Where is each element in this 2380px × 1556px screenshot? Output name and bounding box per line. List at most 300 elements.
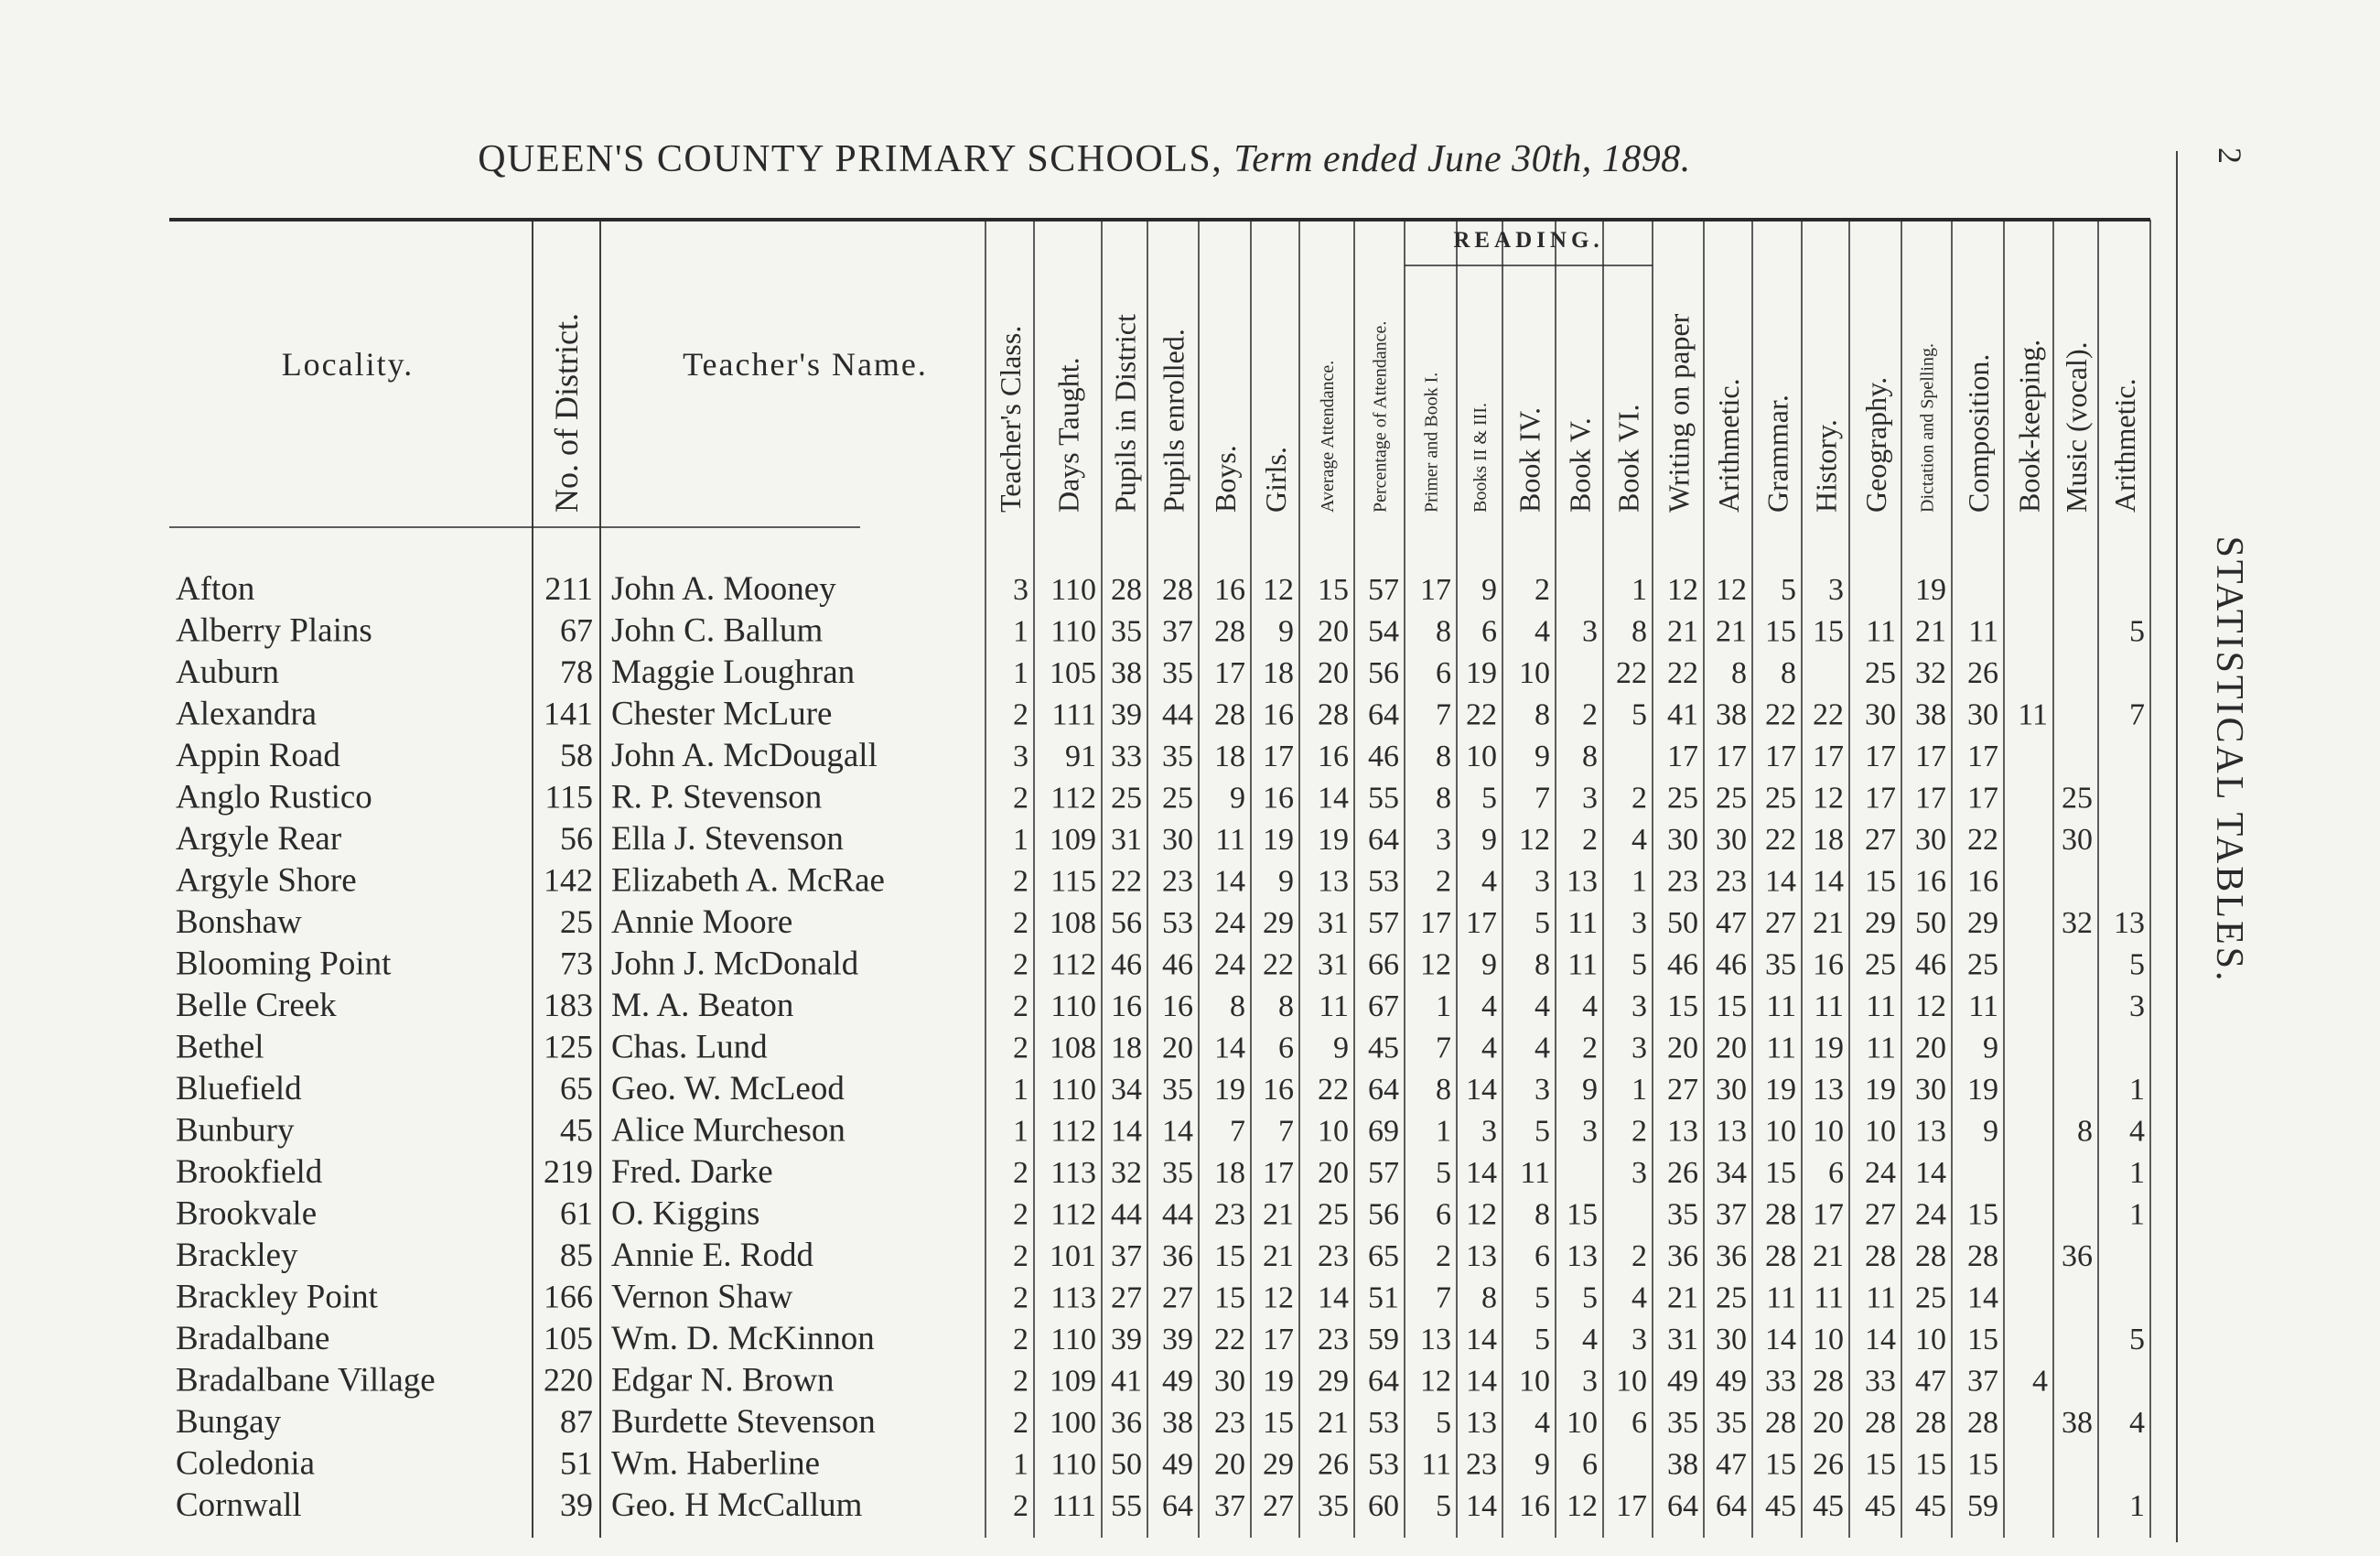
value-cell: 1 — [1632, 573, 1647, 607]
value-cell: 110 — [1050, 1323, 1096, 1356]
district-cell: 142 — [544, 861, 593, 899]
locality-header: Locality. — [281, 346, 415, 383]
value-cell: 3 — [1013, 740, 1028, 773]
value-cell: 55 — [1111, 1489, 1142, 1523]
value-cell: 113 — [1050, 1156, 1096, 1190]
value-cell: 22 — [1466, 697, 1497, 732]
value-cell: 16 — [1263, 781, 1294, 816]
value-cell: 19 — [1813, 1031, 1844, 1065]
value-cell: 15 — [1765, 1156, 1796, 1190]
value-cell: 38 — [1915, 697, 1946, 732]
value-cell: 64 — [1162, 1489, 1193, 1523]
value-cell: 9 — [1983, 1031, 1998, 1065]
district-cell: 115 — [544, 778, 593, 816]
value-cell: 2 — [1013, 906, 1028, 940]
value-cell: 2 — [1013, 1031, 1028, 1065]
column-header: Girls. — [1259, 447, 1293, 513]
value-cell: 38 — [1111, 656, 1142, 690]
value-cell: 14 — [1466, 1489, 1497, 1523]
district-cell: 58 — [560, 737, 593, 773]
value-cell: 22 — [1616, 656, 1647, 690]
column-header: Primer and Book I. — [1421, 372, 1442, 513]
value-cell: 5 — [1481, 781, 1497, 816]
value-cell: 9 — [1481, 947, 1497, 982]
value-cell: 10 — [1865, 1114, 1896, 1149]
value-cell: 13 — [1567, 1239, 1598, 1273]
value-cell: 8 — [1436, 781, 1451, 816]
value-cell: 25 — [1915, 1280, 1946, 1315]
value-cell: 11 — [1766, 989, 1796, 1023]
value-cell: 18 — [1214, 1156, 1245, 1190]
value-cell: 27 — [1865, 1197, 1896, 1232]
district-cell: 219 — [544, 1153, 593, 1190]
value-cell: 21 — [1915, 614, 1946, 649]
value-cell: 25 — [1865, 656, 1896, 690]
value-cell: 67 — [1368, 989, 1399, 1023]
value-cell: 11 — [2018, 697, 2048, 732]
value-cell: 110 — [1050, 614, 1096, 649]
value-cell: 49 — [1162, 1447, 1193, 1482]
value-cell: 17 — [1263, 1156, 1294, 1190]
district-header: No. of District. — [548, 313, 585, 513]
locality-cell: Coledonia — [176, 1444, 316, 1483]
district-cell: 67 — [560, 611, 593, 649]
value-cell: 2 — [1632, 1239, 1647, 1273]
value-cell: 2 — [1582, 697, 1598, 732]
value-cell: 12 — [1915, 989, 1946, 1023]
value-cell: 16 — [1214, 573, 1245, 607]
locality-cell: Bethel — [176, 1028, 264, 1066]
value-cell: 17 — [1616, 1489, 1647, 1523]
value-cell: 28 — [1865, 1239, 1896, 1273]
value-cell: 13 — [1466, 1406, 1497, 1440]
value-cell: 3 — [1013, 573, 1028, 607]
value-cell: 28 — [1915, 1239, 1946, 1273]
locality-cell: Cornwall — [176, 1486, 302, 1524]
value-cell: 27 — [1865, 823, 1896, 857]
value-cell: 15 — [1716, 989, 1747, 1023]
value-cell: 20 — [1716, 1031, 1747, 1065]
value-cell: 19 — [1466, 656, 1497, 690]
value-cell: 2 — [1013, 1156, 1028, 1190]
value-cell: 56 — [1111, 906, 1142, 940]
locality-cell: Anglo Rustico — [176, 778, 372, 816]
value-cell: 2 — [1013, 781, 1028, 816]
value-cell: 25 — [1716, 1280, 1747, 1315]
value-cell: 13 — [2114, 906, 2145, 940]
value-cell: 25 — [2062, 781, 2093, 816]
value-cell: 12 — [1716, 573, 1747, 607]
value-cell: 64 — [1368, 823, 1399, 857]
value-cell: 37 — [1162, 614, 1193, 649]
locality-cell: Bradalbane — [176, 1320, 330, 1357]
value-cell: 14 — [1162, 1114, 1193, 1149]
teacher-cell: Geo. H McCallum — [611, 1486, 863, 1524]
side-title: STATISTICAL TABLES. — [2208, 535, 2250, 984]
value-cell: 15 — [1667, 989, 1698, 1023]
column-header: Book-keeping. — [2012, 339, 2046, 513]
value-cell: 17 — [1667, 740, 1698, 773]
value-cell: 44 — [1111, 1197, 1142, 1232]
value-cell: 5 — [1535, 1323, 1550, 1356]
value-cell: 39 — [1162, 1323, 1193, 1356]
district-cell: 78 — [560, 654, 593, 690]
column-header: Book V. — [1563, 417, 1597, 513]
value-cell: 26 — [1318, 1447, 1349, 1482]
value-cell: 6 — [1278, 1031, 1294, 1065]
value-cell: 25 — [1162, 781, 1193, 816]
value-cell: 30 — [1214, 1364, 1245, 1399]
value-cell: 11 — [1968, 989, 1998, 1023]
value-cell: 54 — [1368, 614, 1399, 649]
value-cell: 11 — [1814, 1280, 1844, 1315]
value-cell: 9 — [1535, 1447, 1550, 1482]
value-cell: 1 — [2129, 1073, 2145, 1107]
value-cell: 28 — [1865, 1406, 1896, 1440]
value-cell: 39 — [1111, 697, 1142, 732]
value-cell: 28 — [1214, 697, 1245, 732]
value-cell: 110 — [1050, 1073, 1096, 1107]
locality-cell: Brookfield — [176, 1153, 323, 1191]
value-cell: 28 — [1162, 573, 1193, 607]
value-cell: 30 — [1716, 1073, 1747, 1107]
value-cell: 21 — [1263, 1239, 1294, 1273]
value-cell: 110 — [1050, 989, 1096, 1023]
value-cell: 17 — [1263, 740, 1294, 773]
teacher-cell: Annie Moore — [611, 903, 793, 941]
value-cell: 17 — [1263, 1323, 1294, 1356]
value-cell: 2 — [1013, 864, 1028, 899]
title-sub: Term ended June 30th, 1898. — [1233, 138, 1691, 180]
value-cell: 113 — [1050, 1280, 1096, 1315]
value-cell: 47 — [1716, 906, 1747, 940]
value-cell: 15 — [1865, 864, 1896, 899]
teacher-cell: Geo. W. McLeod — [611, 1070, 845, 1108]
value-cell: 31 — [1111, 823, 1142, 857]
value-cell: 27 — [1263, 1489, 1294, 1523]
locality-cell: Alberry Plains — [176, 611, 372, 650]
value-cell: 37 — [1111, 1239, 1142, 1273]
value-cell: 10 — [1813, 1323, 1844, 1356]
value-cell: 46 — [1111, 947, 1142, 982]
value-cell: 28 — [1765, 1406, 1796, 1440]
value-cell: 2 — [1013, 1280, 1028, 1315]
value-cell: 9 — [1582, 1073, 1598, 1107]
value-cell: 9 — [1278, 864, 1294, 899]
value-cell: 25 — [1716, 781, 1747, 816]
value-cell: 5 — [1436, 1406, 1451, 1440]
value-cell: 13 — [1466, 1239, 1497, 1273]
value-cell: 16 — [1813, 947, 1844, 982]
value-cell: 23 — [1667, 864, 1698, 899]
value-cell: 10 — [1466, 740, 1497, 773]
value-cell: 59 — [1368, 1323, 1399, 1356]
district-cell: 125 — [544, 1028, 593, 1065]
value-cell: 3 — [2129, 989, 2145, 1023]
value-cell: 1 — [1436, 989, 1451, 1023]
value-cell: 39 — [1111, 1323, 1142, 1356]
value-cell: 12 — [1263, 1280, 1294, 1315]
value-cell: 5 — [1632, 947, 1647, 982]
value-cell: 64 — [1368, 1364, 1399, 1399]
column-header: Arithmetic. — [2108, 378, 2142, 513]
column-header: Boys. — [1209, 445, 1243, 513]
value-cell: 47 — [1716, 1447, 1747, 1482]
value-cell: 100 — [1050, 1406, 1096, 1440]
value-cell: 4 — [1481, 989, 1497, 1023]
column-header: Writing on paper — [1662, 313, 1696, 513]
value-cell: 22 — [1765, 823, 1796, 857]
district-cell: 211 — [544, 570, 593, 607]
value-cell: 14 — [1765, 1323, 1796, 1356]
value-cell: 14 — [1915, 1156, 1946, 1190]
column-header: Percentage of Attendance. — [1370, 320, 1391, 513]
value-cell: 23 — [1214, 1406, 1245, 1440]
value-cell: 41 — [1111, 1364, 1142, 1399]
value-cell: 64 — [1667, 1489, 1698, 1523]
district-cell: 25 — [560, 903, 593, 940]
value-cell: 64 — [1716, 1489, 1747, 1523]
value-cell: 5 — [1535, 1280, 1550, 1315]
value-cell: 105 — [1050, 656, 1096, 690]
value-cell: 26 — [1667, 1156, 1698, 1190]
value-cell: 20 — [1162, 1031, 1193, 1065]
value-cell: 3 — [1632, 1156, 1647, 1190]
value-cell: 21 — [1813, 906, 1844, 940]
value-cell: 2 — [1632, 781, 1647, 816]
value-cell: 17 — [1466, 906, 1497, 940]
value-cell: 14 — [1111, 1114, 1142, 1149]
value-cell: 45 — [1813, 1489, 1844, 1523]
value-cell: 1 — [2129, 1197, 2145, 1232]
teacher-cell: Chas. Lund — [611, 1028, 768, 1066]
value-cell: 12 — [1667, 573, 1698, 607]
value-cell: 37 — [1716, 1197, 1747, 1232]
value-cell: 19 — [1765, 1073, 1796, 1107]
value-cell: 38 — [1162, 1406, 1193, 1440]
district-cell: 105 — [544, 1320, 593, 1356]
value-cell: 36 — [1111, 1406, 1142, 1440]
value-cell: 36 — [2062, 1239, 2093, 1273]
value-cell: 4 — [1632, 1280, 1647, 1315]
value-cell: 2 — [1013, 989, 1028, 1023]
value-cell: 56 — [1368, 1197, 1399, 1232]
value-cell: 20 — [1318, 614, 1349, 649]
value-cell: 6 — [1481, 614, 1497, 649]
value-cell: 4 — [1582, 989, 1598, 1023]
value-cell: 21 — [1318, 1406, 1349, 1440]
value-cell: 21 — [1716, 614, 1747, 649]
value-cell: 7 — [1436, 1280, 1451, 1315]
locality-cell: Bradalbane Village — [176, 1361, 436, 1399]
value-cell: 6 — [1535, 1239, 1550, 1273]
value-cell: 8 — [1582, 740, 1598, 773]
value-cell: 30 — [1716, 823, 1747, 857]
value-cell: 59 — [1967, 1489, 1998, 1523]
value-cell: 28 — [1765, 1197, 1796, 1232]
value-cell: 31 — [1667, 1323, 1698, 1356]
value-cell: 53 — [1162, 906, 1193, 940]
value-cell: 49 — [1162, 1364, 1193, 1399]
district-cell: 56 — [560, 820, 593, 857]
value-cell: 12 — [1519, 823, 1550, 857]
column-header: Pupils in District — [1108, 314, 1142, 513]
locality-cell: Auburn — [176, 654, 280, 691]
value-cell: 16 — [1519, 1489, 1550, 1523]
value-cell: 56 — [1368, 656, 1399, 690]
value-cell: 112 — [1050, 947, 1096, 982]
teacher-cell: Vernon Shaw — [611, 1278, 793, 1316]
title-main: QUEEN'S COUNTY PRIMARY SCHOOLS, — [478, 138, 1223, 180]
value-cell: 2 — [1013, 1239, 1028, 1273]
locality-cell: Bunbury — [176, 1111, 295, 1150]
value-cell: 2 — [1013, 1489, 1028, 1523]
value-cell: 46 — [1162, 947, 1193, 982]
value-cell: 10 — [1519, 1364, 1550, 1399]
value-cell: 44 — [1162, 1197, 1193, 1232]
value-cell: 2 — [1582, 1031, 1598, 1065]
value-cell: 9 — [1333, 1031, 1349, 1065]
value-cell: 18 — [1263, 656, 1294, 690]
value-cell: 12 — [1263, 573, 1294, 607]
value-cell: 36 — [1667, 1239, 1698, 1273]
value-cell: 9 — [1535, 740, 1550, 773]
district-cell: 183 — [544, 987, 593, 1023]
column-header: Grammar. — [1761, 394, 1794, 513]
teacher-cell: Annie E. Rodd — [611, 1237, 813, 1274]
value-cell: 30 — [2062, 823, 2093, 857]
value-cell: 35 — [1318, 1489, 1349, 1523]
value-cell: 24 — [1865, 1156, 1896, 1190]
value-cell: 22 — [1813, 697, 1844, 732]
value-cell: 10 — [1813, 1114, 1844, 1149]
value-cell: 50 — [1915, 906, 1946, 940]
value-cell: 50 — [1111, 1447, 1142, 1482]
value-cell: 22 — [1318, 1073, 1349, 1107]
district-cell: 85 — [560, 1237, 593, 1273]
value-cell: 22 — [1967, 823, 1998, 857]
value-cell: 1 — [1013, 1114, 1028, 1149]
value-cell: 19 — [1915, 573, 1946, 607]
teacher-header: Teacher's Name. — [683, 346, 928, 383]
value-cell: 64 — [1368, 697, 1399, 732]
value-cell: 17 — [1765, 740, 1796, 773]
value-cell: 30 — [1667, 823, 1698, 857]
value-cell: 25 — [1865, 947, 1896, 982]
value-cell: 28 — [1813, 1364, 1844, 1399]
locality-cell: Bungay — [176, 1403, 282, 1441]
reading-group-label: READING. — [1453, 228, 1604, 253]
column-header: Days Taught. — [1051, 357, 1085, 513]
value-cell: 5 — [1535, 906, 1550, 940]
value-cell: 19 — [1214, 1073, 1245, 1107]
value-cell: 11 — [1866, 1031, 1896, 1065]
value-cell: 5 — [2129, 614, 2145, 649]
locality-cell: Appin Road — [176, 737, 340, 774]
value-cell: 45 — [1915, 1489, 1946, 1523]
value-cell: 17 — [1420, 906, 1451, 940]
value-cell: 91 — [1065, 740, 1096, 773]
value-cell: 115 — [1050, 864, 1096, 899]
value-cell: 5 — [2129, 1323, 2145, 1356]
value-cell: 4 — [2032, 1364, 2048, 1399]
value-cell: 30 — [1915, 1073, 1946, 1107]
value-cell: 17 — [1214, 656, 1245, 690]
value-cell: 14 — [1466, 1364, 1497, 1399]
column-header: Dictation and Spelling. — [1917, 343, 1938, 513]
value-cell: 53 — [1368, 1406, 1399, 1440]
value-cell: 11 — [1766, 1031, 1796, 1065]
value-cell: 11 — [1567, 906, 1598, 940]
value-cell: 22 — [1765, 697, 1796, 732]
value-cell: 2 — [1535, 573, 1550, 607]
value-cell: 17 — [1420, 573, 1451, 607]
column-header: Book IV. — [1513, 407, 1546, 513]
value-cell: 17 — [1967, 781, 1998, 816]
value-cell: 27 — [1162, 1280, 1193, 1315]
value-cell: 108 — [1050, 1031, 1096, 1065]
value-cell: 4 — [1481, 864, 1497, 899]
locality-cell: Bluefield — [176, 1070, 302, 1108]
value-cell: 19 — [1865, 1073, 1896, 1107]
locality-cell: Alexandra — [176, 695, 318, 733]
value-cell: 35 — [1667, 1406, 1698, 1440]
value-cell: 14 — [1214, 864, 1245, 899]
column-header: Average Attendance. — [1318, 360, 1339, 513]
district-cell: 141 — [544, 695, 593, 732]
value-cell: 13 — [1716, 1114, 1747, 1149]
value-cell: 14 — [1318, 1280, 1349, 1315]
value-cell: 18 — [1813, 823, 1844, 857]
value-cell: 20 — [1813, 1406, 1844, 1440]
teacher-cell: M. A. Beaton — [611, 987, 794, 1024]
value-cell: 33 — [1865, 1364, 1896, 1399]
locality-cell: Belle Creek — [176, 987, 337, 1024]
value-cell: 101 — [1050, 1239, 1096, 1273]
value-cell: 6 — [1582, 1447, 1598, 1482]
value-cell: 65 — [1368, 1239, 1399, 1273]
value-cell: 30 — [1915, 823, 1946, 857]
value-cell: 8 — [1535, 947, 1550, 982]
value-cell: 57 — [1368, 573, 1399, 607]
value-cell: 1 — [1013, 656, 1028, 690]
value-cell: 4 — [1582, 1323, 1598, 1356]
value-cell: 11 — [1866, 614, 1896, 649]
value-cell: 2 — [1013, 1197, 1028, 1232]
value-cell: 23 — [1318, 1323, 1349, 1356]
value-cell: 19 — [1318, 823, 1349, 857]
value-cell: 30 — [1967, 697, 1998, 732]
value-cell: 11 — [1520, 1156, 1550, 1190]
value-cell: 30 — [1865, 697, 1896, 732]
value-cell: 14 — [1466, 1323, 1497, 1356]
value-cell: 23 — [1214, 1197, 1245, 1232]
value-cell: 11 — [1866, 989, 1896, 1023]
value-cell: 7 — [1436, 1031, 1451, 1065]
value-cell: 35 — [1765, 947, 1796, 982]
value-cell: 112 — [1050, 781, 1096, 816]
value-cell: 1 — [1013, 823, 1028, 857]
value-cell: 11 — [1421, 1447, 1451, 1482]
value-cell: 35 — [1162, 740, 1193, 773]
value-cell: 15 — [1967, 1323, 1998, 1356]
value-cell: 23 — [1162, 864, 1193, 899]
value-cell: 53 — [1368, 864, 1399, 899]
value-cell: 3 — [1632, 989, 1647, 1023]
teacher-cell: Edgar N. Brown — [611, 1361, 835, 1399]
value-cell: 13 — [1420, 1323, 1451, 1356]
value-cell: 46 — [1667, 947, 1698, 982]
